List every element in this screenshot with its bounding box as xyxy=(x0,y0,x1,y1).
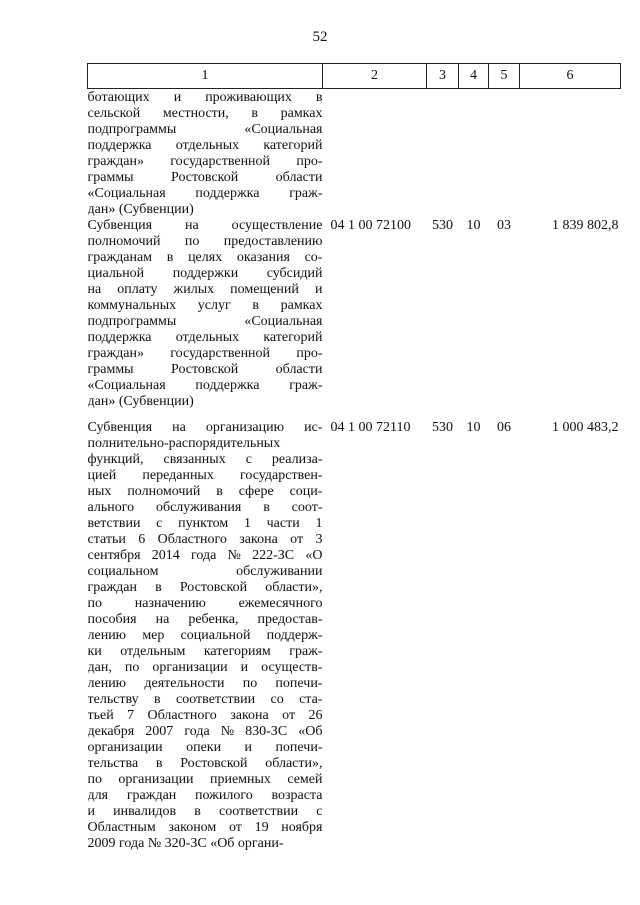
description-line: ки отдельным категориям граж- xyxy=(87,644,323,659)
budget-table xyxy=(87,63,621,862)
description-line: Субвенция на осуществление xyxy=(87,218,323,233)
description-line: граждан» государственной про- xyxy=(87,154,323,169)
row-description xyxy=(88,218,323,420)
description-line: подпрограммы «Социальная xyxy=(87,314,323,329)
header-col-3: 3 xyxy=(427,64,459,89)
page-number: 52 xyxy=(312,29,328,45)
description-line: полнительно-распорядительных xyxy=(87,436,281,451)
row-amount: 1 839 802,8 xyxy=(552,218,619,233)
description-line: циальной поддержки субсидий xyxy=(87,266,323,281)
description-line: дан» (Субвенции) xyxy=(87,202,194,217)
description-line: граждан в Ростовской области», xyxy=(87,580,323,595)
header-col-5: 5 xyxy=(489,64,520,89)
row-target-article xyxy=(323,89,427,219)
description-line: функций, связанных с реализа- xyxy=(87,452,323,467)
row-expense-type: 530 xyxy=(432,218,453,233)
description-line: ных полномочий в сфере соци- xyxy=(87,484,323,499)
row-amount xyxy=(520,89,621,219)
description-line: цией переданных государствен- xyxy=(87,468,323,483)
description-line: тьей 7 Областного закона от 26 xyxy=(87,708,323,723)
description-line: коммунальных услуг в рамках xyxy=(87,298,323,313)
table-row xyxy=(88,218,621,420)
row-section: 10 xyxy=(466,218,481,233)
description-line: Субвенция на организацию ис- xyxy=(87,420,323,435)
description-line: поддержка отдельных категорий xyxy=(87,138,323,153)
description-line: на оплату жилых помещений и xyxy=(87,282,323,297)
description-line: ального обслуживания в соот- xyxy=(87,500,323,515)
table-row xyxy=(88,89,621,219)
row-subsection xyxy=(489,89,520,219)
row-target-article: 04 1 00 72110 xyxy=(330,420,411,435)
row-description xyxy=(88,420,323,862)
description-line: поддержка отдельных категорий xyxy=(87,330,323,345)
description-line: 2009 года № 320-ЗС «Об органи- xyxy=(87,836,284,851)
description-line: сентября 2014 года № 222-ЗС «О xyxy=(87,548,323,563)
description-line: организации опеки и попечи- xyxy=(87,740,323,755)
description-line: и инвалидов в соответствии с xyxy=(87,804,323,819)
description-line: ветствии с пунктом 1 части 1 xyxy=(87,516,323,531)
description-line: статьи 6 Областного закона от 3 xyxy=(87,532,323,547)
description-line: лению мер социальной поддерж- xyxy=(87,628,323,643)
description-line: сельской местности, в рамках xyxy=(87,106,323,121)
description-line: ботающих и проживающих в xyxy=(87,90,323,105)
description-line: «Социальная поддержка граж- xyxy=(87,378,323,393)
header-col-4: 4 xyxy=(459,64,489,89)
header-col-2: 2 xyxy=(323,64,427,89)
description-line: дан, по организации и осуществ- xyxy=(87,660,323,675)
row-amount: 1 000 483,2 xyxy=(552,420,619,435)
description-line: тельству в соответствии со ста- xyxy=(87,692,323,707)
description-line: по назначению ежемесячного xyxy=(87,596,323,611)
description-line: декабря 2007 года № 830-ЗС «Об xyxy=(87,724,323,739)
description-line: Областным законом от 19 ноября xyxy=(87,820,323,835)
row-subsection: 06 xyxy=(497,420,511,435)
description-line: полномочий по предоставлению xyxy=(87,234,323,249)
header-col-1: 1 xyxy=(88,64,323,89)
description-line: граждан» государственной про- xyxy=(87,346,323,361)
description-line: по организации приемных семей xyxy=(87,772,323,787)
row-subsection: 03 xyxy=(497,218,511,233)
description-line: «Социальная поддержка граж- xyxy=(87,186,323,201)
description-line: пособия на ребенка, предостав- xyxy=(87,612,323,627)
row-target-article: 04 1 00 72100 xyxy=(330,218,411,233)
row-description xyxy=(88,89,323,219)
description-line: граммы Ростовской области xyxy=(87,170,323,185)
description-line: подпрограммы «Социальная xyxy=(87,122,323,137)
row-section: 10 xyxy=(466,420,481,435)
description-line: тельства в Ростовской области», xyxy=(87,756,323,771)
row-section xyxy=(459,89,489,219)
table-header-row xyxy=(88,64,621,89)
description-line: дан» (Субвенции) xyxy=(87,394,194,409)
description-line: лению деятельности по попечи- xyxy=(87,676,323,691)
description-line: гражданам в целях оказания со- xyxy=(87,250,323,265)
description-line: для граждан пожилого возраста xyxy=(87,788,323,803)
description-line: граммы Ростовской области xyxy=(87,362,323,377)
description-line: социальном обслуживании xyxy=(87,564,323,579)
row-expense-type xyxy=(427,89,459,219)
table-row xyxy=(88,420,621,862)
header-col-6: 6 xyxy=(520,64,621,89)
row-expense-type: 530 xyxy=(432,420,453,435)
